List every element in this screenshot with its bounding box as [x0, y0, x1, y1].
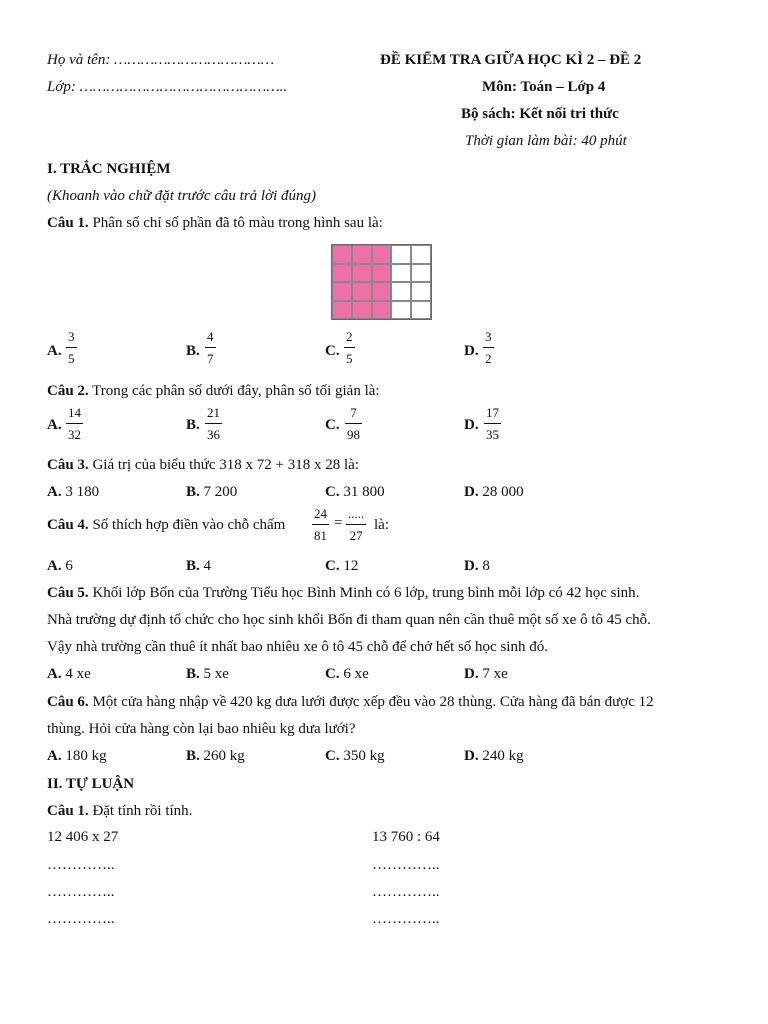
option-d[interactable] — [464, 556, 490, 576]
numerator: 2 — [346, 329, 353, 344]
section-1-instruction: (Khoanh vào chữ đặt trước câu trả lời đúng) — [47, 188, 317, 204]
option-letter: A. — [47, 484, 62, 500]
question-text: Đặt tính rồi tính. — [88, 803, 193, 819]
option-b[interactable] — [186, 746, 245, 766]
option-value: 240 kg — [478, 748, 524, 764]
question-6 — [47, 692, 654, 712]
question-text: Khối lớp Bốn của Trường Tiểu học Bình Minh có 6 lớp, trung bình mỗi lớp có 42 học sinh. — [88, 585, 640, 601]
option-letter: B. — [186, 666, 200, 682]
grid-cell-shaded — [352, 245, 372, 264]
option-letter: D. — [464, 484, 479, 500]
option-value: 31 800 — [339, 484, 385, 500]
grid-cell-empty — [391, 245, 411, 264]
grid-cell-shaded — [332, 282, 352, 301]
option-c[interactable] — [325, 664, 369, 684]
option-value: 350 kg — [339, 748, 385, 764]
answer-line-left[interactable]: ………….. — [47, 911, 115, 927]
option-value: 3 180 — [61, 484, 100, 500]
option-value: 4 — [199, 558, 212, 574]
grid-cell-empty — [391, 301, 411, 320]
option-letter-d[interactable]: D. — [464, 343, 479, 359]
fraction-option-a[interactable] — [66, 330, 77, 366]
denominator: 5 — [68, 351, 75, 366]
question-text: Giá trị của biểu thức 318 x 72 + 318 x 28 là: — [88, 457, 359, 473]
denominator: 32 — [68, 427, 81, 442]
option-value: 6 xe — [339, 666, 369, 682]
numerator: 4 — [207, 329, 214, 344]
numerator: 14 — [68, 405, 81, 420]
option-value: 4 xe — [61, 666, 91, 682]
option-a[interactable] — [47, 482, 99, 502]
grid-cell-shaded — [372, 282, 392, 301]
question-text: Một cửa hàng nhập về 420 kg dưa lưới được xếp đều vào 28 thùng. Cửa hàng đã bán được 12 — [88, 694, 654, 710]
fraction-option-d[interactable] — [484, 406, 501, 442]
fraction-blank[interactable] — [346, 507, 366, 543]
option-letter: D. — [464, 748, 479, 764]
question-label: Câu 1. — [47, 215, 89, 231]
option-letter-a[interactable]: A. — [47, 343, 62, 359]
grid-cell-empty — [391, 282, 411, 301]
option-b[interactable] — [186, 482, 237, 502]
calc-right: 13 760 : 64 — [372, 829, 440, 845]
numerator: 21 — [207, 405, 220, 420]
option-letter-a[interactable]: A. — [47, 417, 62, 433]
grid-cell-shaded — [352, 264, 372, 283]
option-letter: C. — [325, 558, 340, 574]
answer-line-right[interactable]: ………….. — [372, 857, 440, 873]
grid-cell-empty — [411, 245, 431, 264]
option-a[interactable] — [47, 664, 91, 684]
question-5-line-3: Vậy nhà trường cần thuê ít nhất bao nhiêu xe ô tô 45 chỗ để chở hết số học sinh đó. — [47, 639, 548, 655]
fraction-option-c[interactable] — [345, 406, 362, 442]
exam-title: ĐỀ KIỂM TRA GIỮA HỌC KÌ 2 – ĐỀ 2 — [380, 52, 642, 68]
grid-cell-empty — [411, 301, 431, 320]
option-d[interactable] — [464, 664, 508, 684]
subject-line: Môn: Toán – Lớp 4 — [482, 79, 606, 95]
question-label: Câu 6. — [47, 694, 89, 710]
option-value: 5 xe — [199, 666, 229, 682]
class-field[interactable]: Lớp: ……………………………………….. — [47, 79, 288, 95]
option-letter: C. — [325, 666, 340, 682]
option-letter: B. — [186, 484, 200, 500]
option-a[interactable] — [47, 746, 107, 766]
option-a[interactable] — [47, 556, 73, 576]
numerator: 3 — [68, 329, 75, 344]
grid-cell-empty — [411, 264, 431, 283]
grid-cell-shaded — [332, 245, 352, 264]
option-letter: D. — [464, 666, 479, 682]
option-letter: A. — [47, 666, 62, 682]
denominator: 2 — [485, 351, 492, 366]
option-letter: A. — [47, 558, 62, 574]
option-letter-d[interactable]: D. — [464, 417, 479, 433]
grid-cell-shaded — [372, 264, 392, 283]
option-letter-c[interactable]: C. — [325, 417, 340, 433]
denominator: 36 — [207, 427, 220, 442]
question-label: Câu 1. — [47, 803, 89, 819]
answer-line-right[interactable]: ………….. — [372, 884, 440, 900]
option-value: 8 — [478, 558, 490, 574]
fraction-option-b[interactable] — [205, 330, 216, 366]
option-value: 6 — [61, 558, 73, 574]
denominator: 5 — [346, 351, 353, 366]
numerator: 3 — [485, 329, 492, 344]
option-letter: C. — [325, 484, 340, 500]
fraction-option-b[interactable] — [205, 406, 222, 442]
option-letter-b[interactable]: B. — [186, 343, 200, 359]
option-value: 180 kg — [61, 748, 107, 764]
question-3 — [47, 455, 359, 475]
equals-sign: = — [334, 515, 343, 531]
question-text: Trong các phân số dưới đây, phân số tối giản là: — [88, 383, 380, 399]
option-value: 28 000 — [478, 484, 524, 500]
denominator: 81 — [314, 528, 327, 543]
option-letter-c[interactable]: C. — [325, 343, 340, 359]
question-text: Phân số chỉ số phần đã tô màu trong hình sau là: — [88, 215, 383, 231]
option-d[interactable] — [464, 746, 524, 766]
answer-line-left[interactable]: ………….. — [47, 857, 115, 873]
numerator-blank[interactable]: ..... — [348, 506, 365, 521]
fraction-option-c[interactable] — [344, 330, 355, 366]
section-2-title: II. TỰ LUẬN — [47, 776, 135, 792]
section-1-title: I. TRẮC NGHIỆM — [47, 161, 171, 177]
book-line: Bộ sách: Kết nối tri thức — [461, 106, 619, 122]
denominator: 7 — [207, 351, 214, 366]
grid-cell-shaded — [332, 301, 352, 320]
option-letter: A. — [47, 748, 62, 764]
grid-cell-shaded — [352, 282, 372, 301]
shaded-fraction-grid — [331, 244, 432, 320]
numerator: 17 — [486, 405, 499, 420]
question-5-line-2: Nhà trường dự định tổ chức cho học sinh khối Bốn đi tham quan nên cần thuê một số xe ô tô 45 chỗ. — [47, 612, 651, 628]
question-5 — [47, 583, 639, 603]
option-d[interactable] — [464, 482, 524, 502]
question-label: Câu 3. — [47, 457, 89, 473]
question-4 — [47, 515, 285, 535]
option-letter: B. — [186, 748, 200, 764]
fraction-option-d[interactable] — [483, 330, 494, 366]
grid-cell-shaded — [332, 264, 352, 283]
question-text: Số thích hợp điền vào chỗ chấm — [88, 517, 286, 533]
option-value: 7 200 — [199, 484, 238, 500]
fraction-option-a[interactable] — [66, 406, 83, 442]
grid-cell-empty — [391, 264, 411, 283]
option-c[interactable] — [325, 482, 385, 502]
option-letter-b[interactable]: B. — [186, 417, 200, 433]
option-b[interactable] — [186, 664, 229, 684]
grid-cell-shaded — [372, 245, 392, 264]
question-1 — [47, 213, 383, 233]
denominator: 98 — [347, 427, 360, 442]
time-line: Thời gian làm bài: 40 phút — [465, 133, 627, 149]
denominator: 27 — [349, 528, 363, 543]
grid-cell-shaded — [372, 301, 392, 320]
fraction-given — [312, 507, 329, 543]
question-label: Câu 4. — [47, 517, 89, 533]
option-value: 7 xe — [478, 666, 508, 682]
option-letter: D. — [464, 558, 479, 574]
denominator: 35 — [486, 427, 499, 442]
student-name-field[interactable]: Họ và tên: ……………………………… — [47, 52, 275, 68]
question-label: Câu 5. — [47, 585, 89, 601]
answer-line-left[interactable]: ………….. — [47, 884, 115, 900]
numerator: 24 — [314, 506, 327, 521]
answer-line-right[interactable]: ………….. — [372, 911, 440, 927]
option-b[interactable] — [186, 556, 211, 576]
question-6-line-2: thùng. Hỏi cửa hàng còn lại bao nhiêu kg dưa lưới? — [47, 721, 356, 737]
option-c[interactable] — [325, 556, 358, 576]
option-letter: B. — [186, 558, 200, 574]
option-value: 260 kg — [199, 748, 245, 764]
grid-cell-shaded — [352, 301, 372, 320]
question-label: Câu 2. — [47, 383, 89, 399]
essay-question-1 — [47, 801, 192, 821]
option-c[interactable] — [325, 746, 385, 766]
option-letter: C. — [325, 748, 340, 764]
question-suffix: là: — [374, 517, 389, 533]
grid-cell-empty — [411, 282, 431, 301]
numerator: 7 — [350, 405, 357, 420]
option-value: 12 — [339, 558, 359, 574]
question-2 — [47, 381, 380, 401]
calc-left: 12 406 x 27 — [47, 829, 119, 845]
